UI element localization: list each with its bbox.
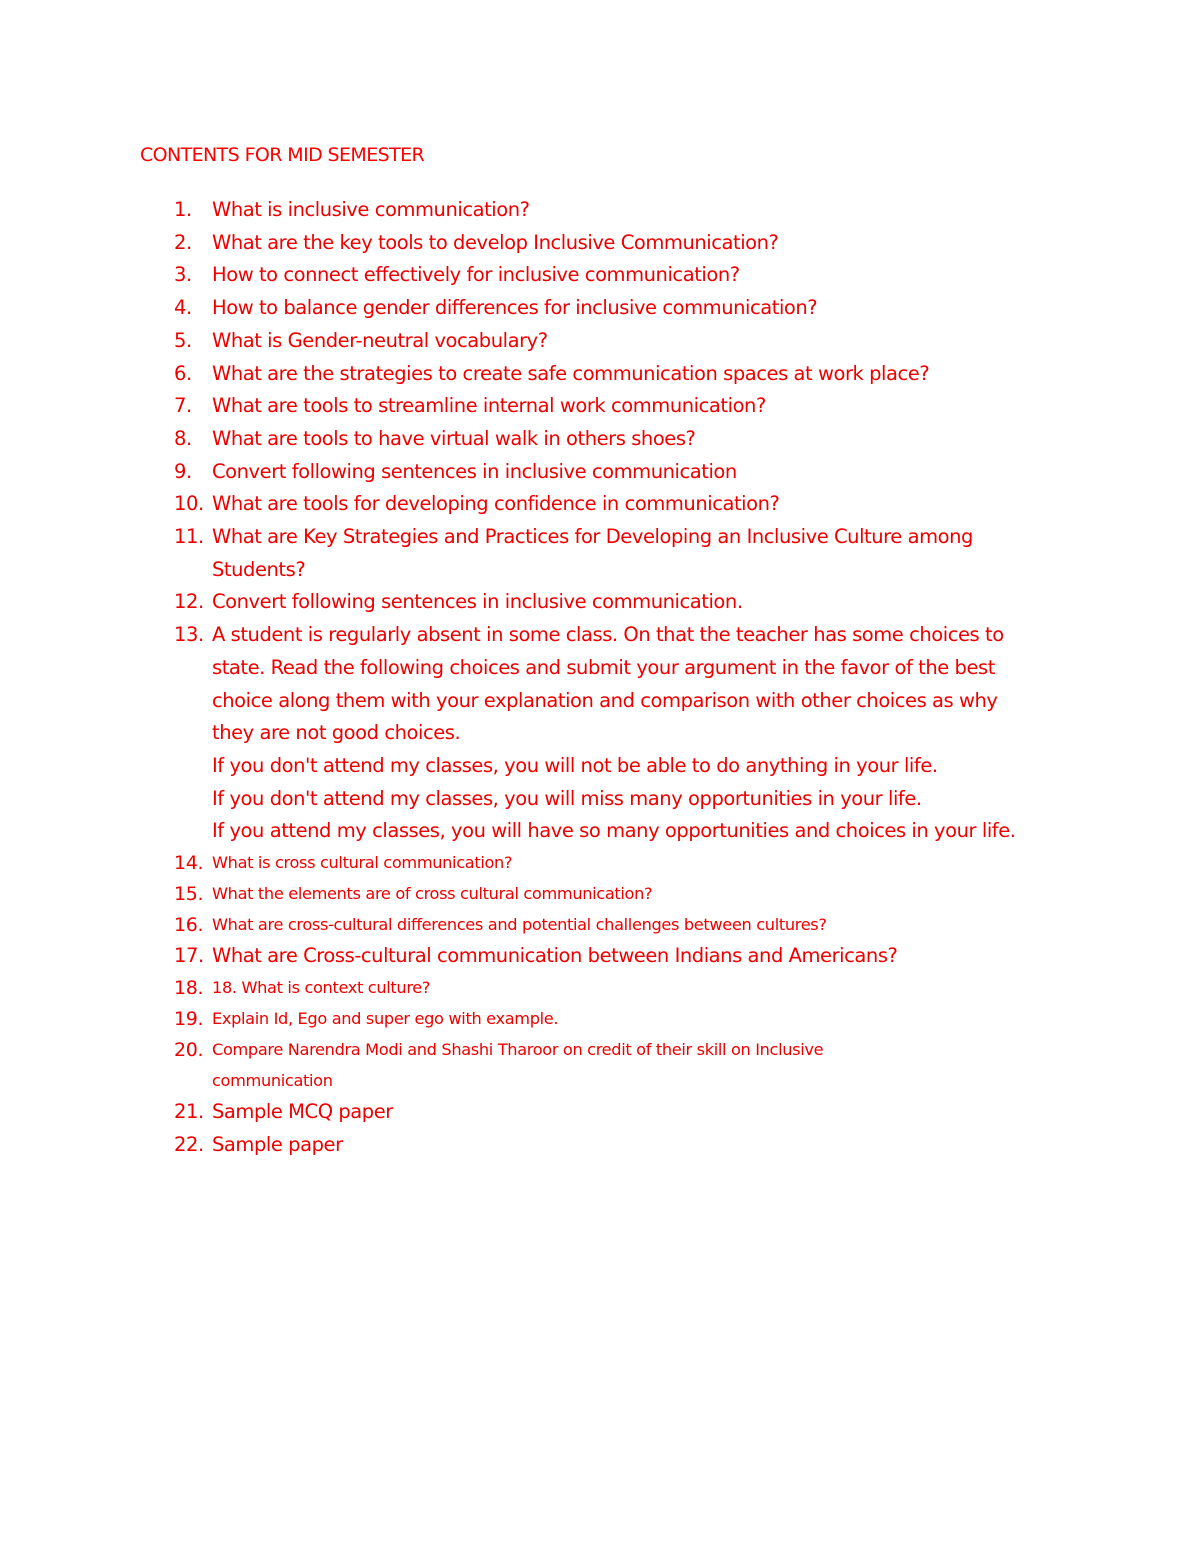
item-number: 16. (174, 913, 204, 936)
item-text: A student is regularly absent in some class. On that the teacher has some choices to state. Read the following choices and submit your argument in the favor of the best choice along them with your explanation and comparison with other choices as why they are not good choices. If you don't attend my classes, you will not be able to do anything in your life. If you don't attend my classes, you will miss many opportunities in your life. If you attend my classes, you will have so many opportunities and choices in your life. (212, 623, 1016, 843)
item-text: What is Gender-neutral vocabulary? (212, 328, 548, 352)
item-text: How to balance gender differences for inclusive communication? (212, 296, 818, 320)
item-text: Sample MCQ paper (212, 1100, 393, 1124)
item-text: Sample paper (212, 1133, 343, 1157)
item-text: What is cross cultural communication? (212, 853, 513, 873)
list-item (0, 423, 1200, 456)
item-text: What are Key Strategies and Practices for Developing an Inclusive Culture among Students? (212, 525, 973, 581)
item-text: What the elements are of cross cultural communication? (212, 883, 653, 903)
item-text: What are Cross-cultural communication between Indians and Americans? (212, 944, 898, 968)
item-number: 17. (174, 944, 204, 968)
list-item (0, 358, 1200, 391)
item-number: 11. (174, 525, 204, 549)
list-item (0, 1129, 1200, 1162)
item-number: 12. (174, 590, 204, 614)
list-item (0, 619, 1200, 848)
item-text: Convert following sentences in inclusive communication (212, 459, 737, 483)
list-item (0, 1035, 1200, 1097)
list-item (0, 1004, 1200, 1035)
item-number: 19. (174, 1007, 204, 1030)
item-text: What is inclusive communication? (212, 198, 530, 221)
item-number: 21. (174, 1100, 204, 1124)
list-item (0, 940, 1200, 973)
item-number: 18. (174, 977, 204, 1000)
item-text: 18. What is context culture? (212, 978, 431, 998)
item-number: 2. (174, 230, 192, 254)
list-item (0, 259, 1200, 292)
item-number: 22. (174, 1133, 204, 1157)
item-text: What are tools to streamline internal work communication? (212, 394, 766, 418)
item-number: 15. (174, 882, 204, 905)
item-number: 13. (174, 623, 204, 647)
item-text: What are tools to have virtual walk in others shoes? (212, 426, 696, 450)
item-text: How to connect effectively for inclusive communication? (212, 263, 740, 287)
item-number: 20. (174, 1038, 204, 1061)
list-item (0, 390, 1200, 423)
item-number: 8. (174, 426, 192, 450)
item-text: What are tools for developing confidence in communication? (212, 492, 780, 516)
list-item (0, 973, 1200, 1004)
item-text: What are the key tools to develop Inclusive Communication? (212, 230, 779, 254)
item-text: What are the strategies to create safe communication spaces at work place? (212, 361, 930, 385)
page-heading: CONTENTS FOR MID SEMESTER (140, 144, 425, 166)
item-number: 14. (174, 852, 204, 875)
item-number: 4. (174, 296, 192, 320)
item-number: 1. (174, 198, 192, 221)
item-text: What are cross-cultural differences and potential challenges between cultures? (212, 914, 827, 934)
list-item (0, 879, 1200, 910)
list-item (0, 488, 1200, 521)
item-text: Compare Narendra Modi and Shashi Tharoor on credit of their skill on Inclusive communication (212, 1039, 824, 1090)
item-number: 7. (174, 394, 192, 418)
list-item (0, 227, 1200, 260)
item-text: Convert following sentences in inclusive communication. (212, 590, 743, 614)
list-item (0, 194, 1200, 227)
item-number: 10. (174, 492, 204, 516)
contents-list (0, 194, 1200, 1162)
item-number: 6. (174, 361, 192, 385)
list-item (0, 521, 1200, 586)
list-item (0, 1096, 1200, 1129)
item-number: 3. (174, 263, 192, 287)
item-number: 9. (174, 459, 192, 483)
item-number: 5. (174, 328, 192, 352)
list-item (0, 586, 1200, 619)
list-item (0, 325, 1200, 358)
item-text: Explain Id, Ego and super ego with example. (212, 1008, 559, 1028)
list-item (0, 848, 1200, 879)
list-item (0, 910, 1200, 941)
list-item (0, 292, 1200, 325)
list-item (0, 456, 1200, 489)
